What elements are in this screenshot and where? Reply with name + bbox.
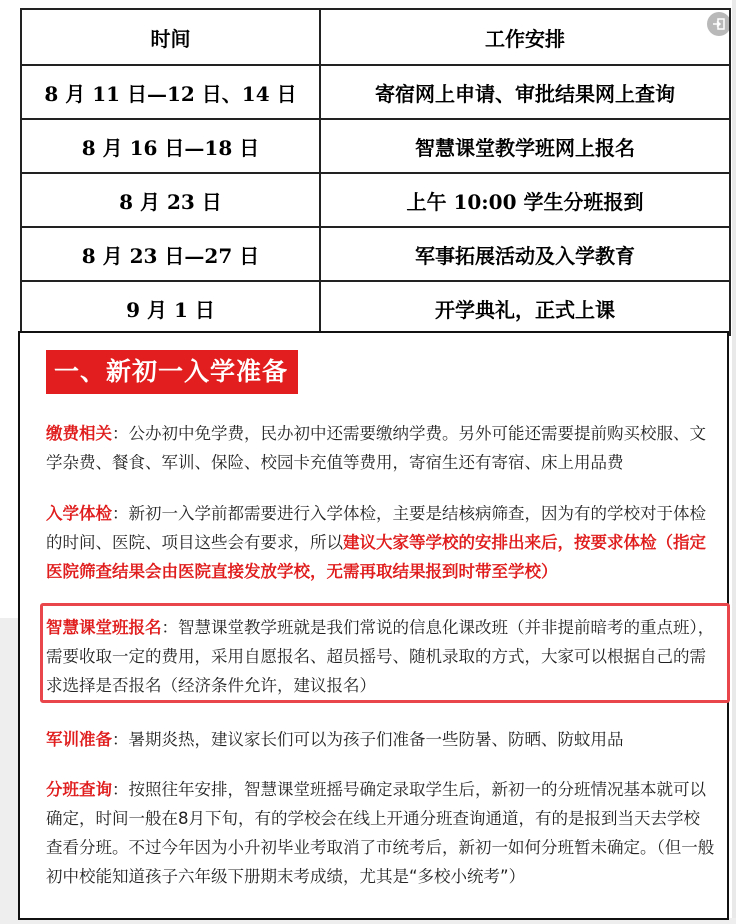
table-row — [21, 65, 730, 119]
header-time: 时间 — [21, 9, 320, 65]
text-class-query: ：按照往年安排，智慧课堂班摇号确定录取学生后，新初一的分班情况基本就可以确定，时间一般在8月下旬，有的学校会在线上开通分班查询通道，有的是报到当天去学校查看分班。不过今年因为小升初毕业考取消了市统考后，新初一如何分班暂未确定。（但一般初中校能知道孩子六年级下册期末考成绩，尤其是“多校小统考”） — [46, 780, 715, 886]
cell-time: 8 月 16 日—18 日 — [21, 119, 320, 173]
label-smart-class: 智慧课堂班报名 — [46, 618, 162, 637]
schedule-table — [20, 8, 731, 336]
paragraph-checkup — [46, 499, 716, 586]
cell-arrangement: 上午 10:00 学生分班报到 — [320, 173, 730, 227]
cell-time: 8 月 23 日 — [21, 173, 320, 227]
paragraph-fees — [46, 419, 716, 477]
paragraph-military — [46, 725, 716, 754]
paragraph-smart-class — [46, 613, 716, 700]
text-military: ：暑期炎热，建议家长们可以为孩子们准备一些防暑、防晒、防蚊用品 — [112, 730, 624, 749]
paragraph-class-query — [46, 775, 716, 891]
table-row — [21, 227, 730, 281]
cell-arrangement: 智慧课堂教学班网上报名 — [320, 119, 730, 173]
text-checkup: ：新初一入学前都需要进行入学体检，主要是结核病筛查，因为有的学校对于体检的时间、医院、项目这些会有要求，所以 — [46, 504, 706, 552]
text-fees: ：公办初中免学费，民办初中还需要缴纳学费。另外可能还需要提前购买校服、文学杂费、餐食、军训、保险、校园卡充值等费用，寄宿生还有寄宿、床上用品费 — [46, 424, 706, 472]
table-row — [21, 173, 730, 227]
table-header-row — [21, 9, 730, 65]
cell-arrangement: 军事拓展活动及入学教育 — [320, 227, 730, 281]
header-arrangement: 工作安排 — [320, 9, 730, 65]
text-smart-class: ：智慧课堂教学班就是我们常说的信息化课改班（并非提前暗考的重点班），需要收取一定的费用，采用自愿报名、超员摇号、随机录取的方式，大家可以根据自己的需求选择是否报名（经济条件允许，建议报名） — [46, 618, 715, 695]
label-fees: 缴费相关 — [46, 424, 112, 443]
background-panel-right — [732, 0, 736, 924]
label-checkup: 入学体检 — [46, 504, 112, 523]
table-row — [21, 281, 730, 335]
label-class-query: 分班查询 — [46, 780, 112, 799]
cell-arrangement: 寄宿网上申请、审批结果网上查询 — [320, 65, 730, 119]
background-panel-left — [0, 618, 18, 924]
cell-time: 8 月 23 日—27 日 — [21, 227, 320, 281]
cell-time: 9 月 1 日 — [21, 281, 320, 335]
text-checkup-emphasis: 建议大家等学校的安排出来后，按要求体检（指定医院筛查结果会由医院直接发放学校，无需再取结果报到时带至学校） — [46, 533, 706, 581]
label-military: 军训准备 — [46, 730, 112, 749]
table-row — [21, 119, 730, 173]
info-panel — [18, 331, 729, 920]
cell-time: 8 月 11 日—12 日、14 日 — [21, 65, 320, 119]
cell-arrangement: 开学典礼，正式上课 — [320, 281, 730, 335]
section-title: 一、新初一入学准备 — [46, 350, 298, 394]
